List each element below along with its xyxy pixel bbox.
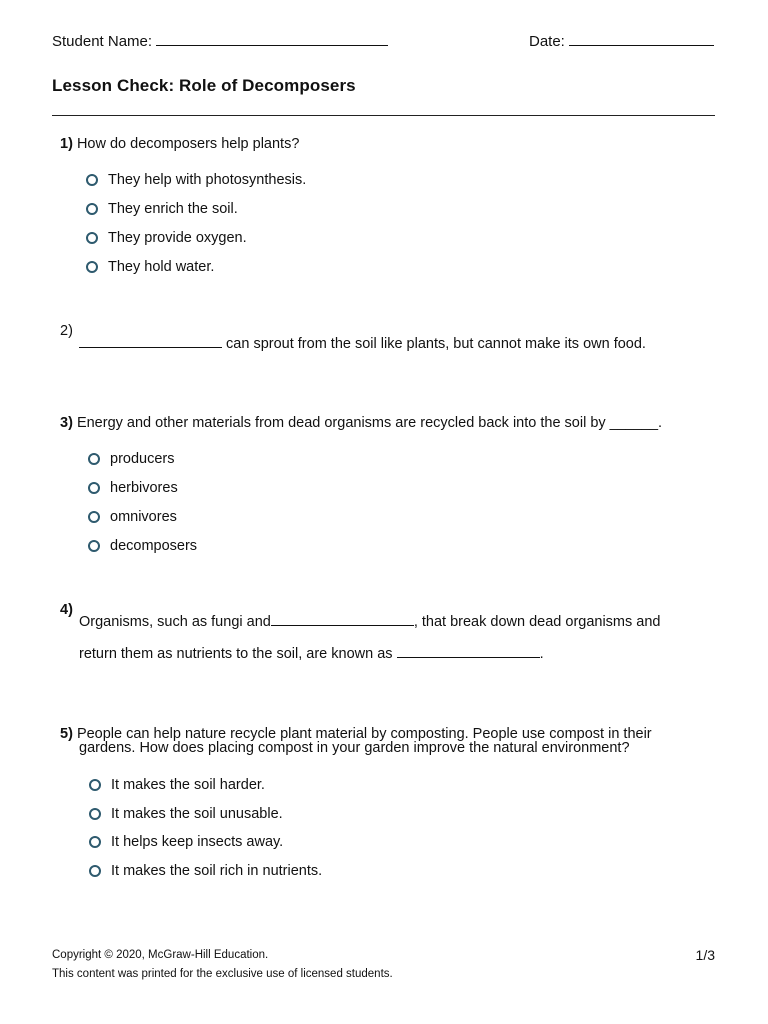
option-label: They provide oxygen.	[108, 230, 247, 246]
option-label: It makes the soil rich in nutrients.	[111, 863, 323, 879]
question-number: 5)	[60, 726, 73, 742]
radio-button[interactable]	[89, 779, 101, 791]
option-label: They enrich the soil.	[108, 201, 238, 217]
option-label: It helps keep insects away.	[111, 834, 284, 850]
option-label: They help with photosynthesis.	[108, 172, 307, 188]
q3-option-2[interactable]	[88, 479, 178, 497]
radio-button[interactable]	[88, 540, 100, 552]
question-4-number: 4)	[60, 602, 73, 618]
question-1	[60, 135, 299, 153]
radio-button[interactable]	[88, 511, 100, 523]
question-3	[60, 414, 662, 432]
question-text: Organisms, such as fungi and	[79, 614, 271, 630]
q3-option-3[interactable]	[88, 508, 177, 526]
option-label: producers	[110, 451, 175, 467]
option-label: They hold water.	[108, 259, 215, 275]
radio-button[interactable]	[86, 203, 98, 215]
question-text: Energy and other materials from dead organisms are recycled back into the soil by ______.	[76, 415, 663, 431]
radio-button[interactable]	[89, 808, 101, 820]
q5-option-1[interactable]	[89, 776, 265, 794]
option-label: decomposers	[110, 538, 198, 554]
question-2	[79, 334, 646, 353]
question-4-line-2	[79, 644, 544, 663]
question-text: , that break down dead organisms and	[413, 614, 661, 630]
page-number: 1/3	[695, 947, 715, 963]
license-notice: This content was printed for the exclusive use of licensed students.	[52, 968, 393, 980]
date-row	[529, 31, 714, 52]
date-label: Date:	[529, 33, 565, 50]
fill-in-blank[interactable]	[397, 644, 540, 658]
question-5-line-2: gardens. How does placing compost in your garden improve the natural environment?	[79, 740, 630, 756]
question-text: People can help nature recycle plant material by composting. People use compost in their	[76, 726, 652, 742]
radio-button[interactable]	[88, 482, 100, 494]
q5-option-3[interactable]	[89, 833, 283, 851]
option-label: omnivores	[110, 509, 177, 525]
option-label: herbivores	[110, 480, 178, 496]
question-number: 1)	[60, 136, 73, 152]
date-field[interactable]	[569, 31, 714, 46]
q3-option-4[interactable]	[88, 537, 197, 555]
page-title: Lesson Check: Role of Decomposers	[52, 76, 356, 95]
question-2-number: 2)	[60, 323, 73, 339]
q5-option-2[interactable]	[89, 805, 283, 823]
question-4-line-1	[79, 612, 660, 631]
fill-in-blank[interactable]	[79, 334, 222, 348]
radio-button[interactable]	[88, 453, 100, 465]
student-name-row	[52, 31, 388, 52]
q3-option-1[interactable]	[88, 450, 174, 468]
student-name-label: Student Name:	[52, 33, 153, 50]
title-divider	[52, 115, 715, 116]
radio-button[interactable]	[89, 865, 101, 877]
q1-option-1[interactable]	[86, 171, 306, 189]
q5-option-4[interactable]	[89, 862, 322, 880]
question-text: can sprout from the soil like plants, but cannot make its own food.	[226, 336, 646, 352]
fill-in-blank[interactable]	[271, 612, 414, 626]
q1-option-2[interactable]	[86, 200, 238, 218]
radio-button[interactable]	[86, 232, 98, 244]
question-text: .	[539, 646, 544, 662]
question-text: How do decomposers help plants?	[76, 136, 300, 152]
option-label: It makes the soil unusable.	[111, 806, 283, 822]
option-label: It makes the soil harder.	[111, 777, 265, 793]
radio-button[interactable]	[86, 174, 98, 186]
question-text: return them as nutrients to the soil, are known as	[79, 646, 393, 662]
q1-option-4[interactable]	[86, 258, 214, 276]
radio-button[interactable]	[89, 836, 101, 848]
question-number: 3)	[60, 415, 73, 431]
copyright-text: Copyright © 2020, McGraw-Hill Education.	[52, 949, 269, 961]
q1-option-3[interactable]	[86, 229, 247, 247]
radio-button[interactable]	[86, 261, 98, 273]
student-name-field[interactable]	[156, 31, 388, 46]
